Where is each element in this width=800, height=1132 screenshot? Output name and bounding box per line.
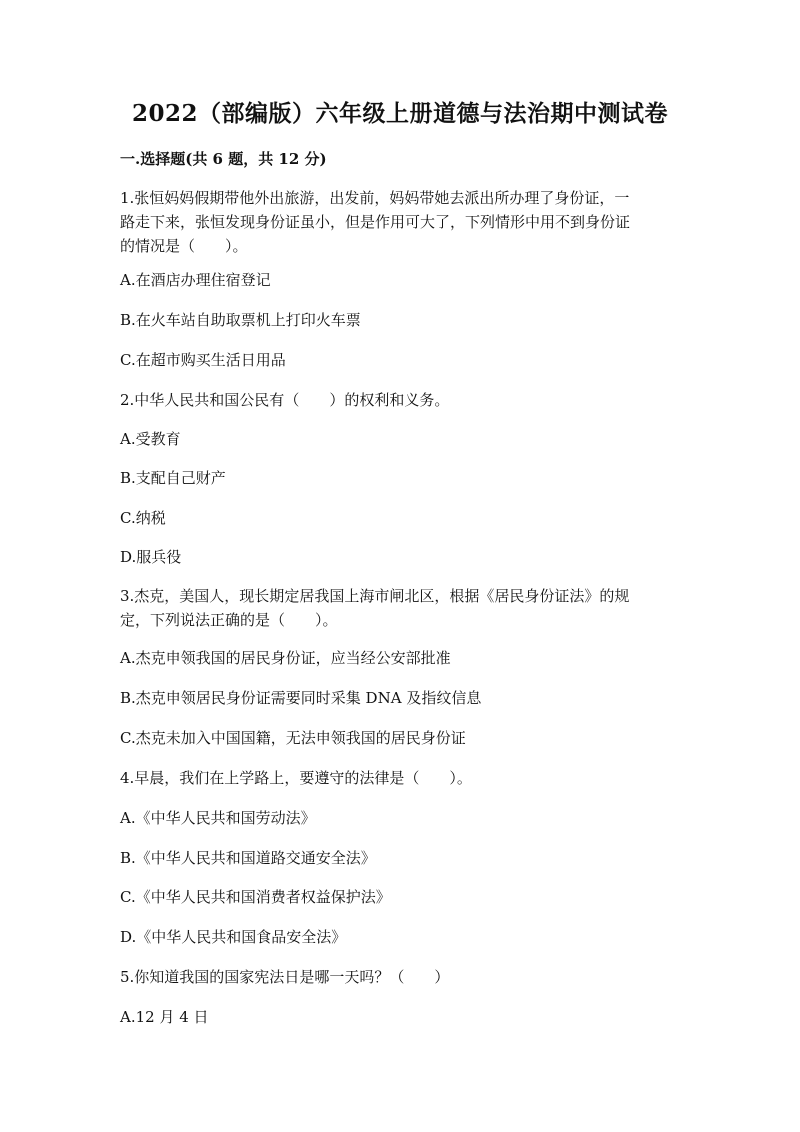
question-2-stem: 2.中华人民共和国公民有（ ）的权利和义务。 [120, 391, 450, 409]
question-2-option-b: B.支配自己财产 [120, 469, 226, 487]
question-4-option-d: D.《中华人民共和国食品安全法》 [120, 928, 347, 946]
question-stem-line: 定，下列说法正确的是（ ）。 [120, 611, 338, 629]
question-1-option-a: A.在酒店办理住宿登记 [120, 271, 271, 289]
question-stem-line: 路走下来，张恒发现身份证虽小，但是作用可大了，下列情形中用不到身份证 [120, 213, 631, 231]
question-1-stem [120, 186, 680, 258]
question-3-stem [120, 584, 680, 632]
section-heading: 一.选择题(共 6 题，共 12 分) [120, 150, 327, 168]
question-3-option-b: B.杰克申领居民身份证需要同时采集 DNA 及指纹信息 [120, 689, 482, 707]
question-2-option-a: A.受教育 [120, 430, 181, 448]
question-2-option-d: D.服兵役 [120, 548, 182, 566]
question-1-option-b: B.在火车站自助取票机上打印火车票 [120, 311, 361, 329]
question-3-option-c: C.杰克未加入中国国籍，无法申领我国的居民身份证 [120, 729, 466, 747]
question-5-option-a: A.12 月 4 日 [120, 1008, 209, 1026]
question-5-stem: 5.你知道我国的国家宪法日是哪一天吗？（ ） [120, 968, 450, 986]
page-title: 2022（部编版）六年级上册道德与法治期中测试卷 [131, 100, 668, 127]
question-4-option-b: B.《中华人民共和国道路交通安全法》 [120, 849, 376, 867]
question-4-option-a: A.《中华人民共和国劳动法》 [120, 809, 316, 827]
question-1-option-c: C.在超市购买生活日用品 [120, 351, 286, 369]
question-stem-line: 的情况是（ ）。 [120, 237, 248, 255]
question-4-option-c: C.《中华人民共和国消费者权益保护法》 [120, 888, 391, 906]
question-stem-line: 1.张恒妈妈假期带他外出旅游，出发前，妈妈带她去派出所办理了身份证，一 [120, 189, 630, 207]
question-3-option-a: A.杰克申领我国的居民身份证，应当经公安部批准 [120, 649, 451, 667]
question-4-stem: 4.早晨，我们在上学路上，要遵守的法律是（ ）。 [120, 769, 472, 787]
question-2-option-c: C.纳税 [120, 509, 166, 527]
question-stem-line: 3.杰克，美国人，现长期定居我国上海市闸北区，根据《居民身份证法》的规 [120, 587, 630, 605]
